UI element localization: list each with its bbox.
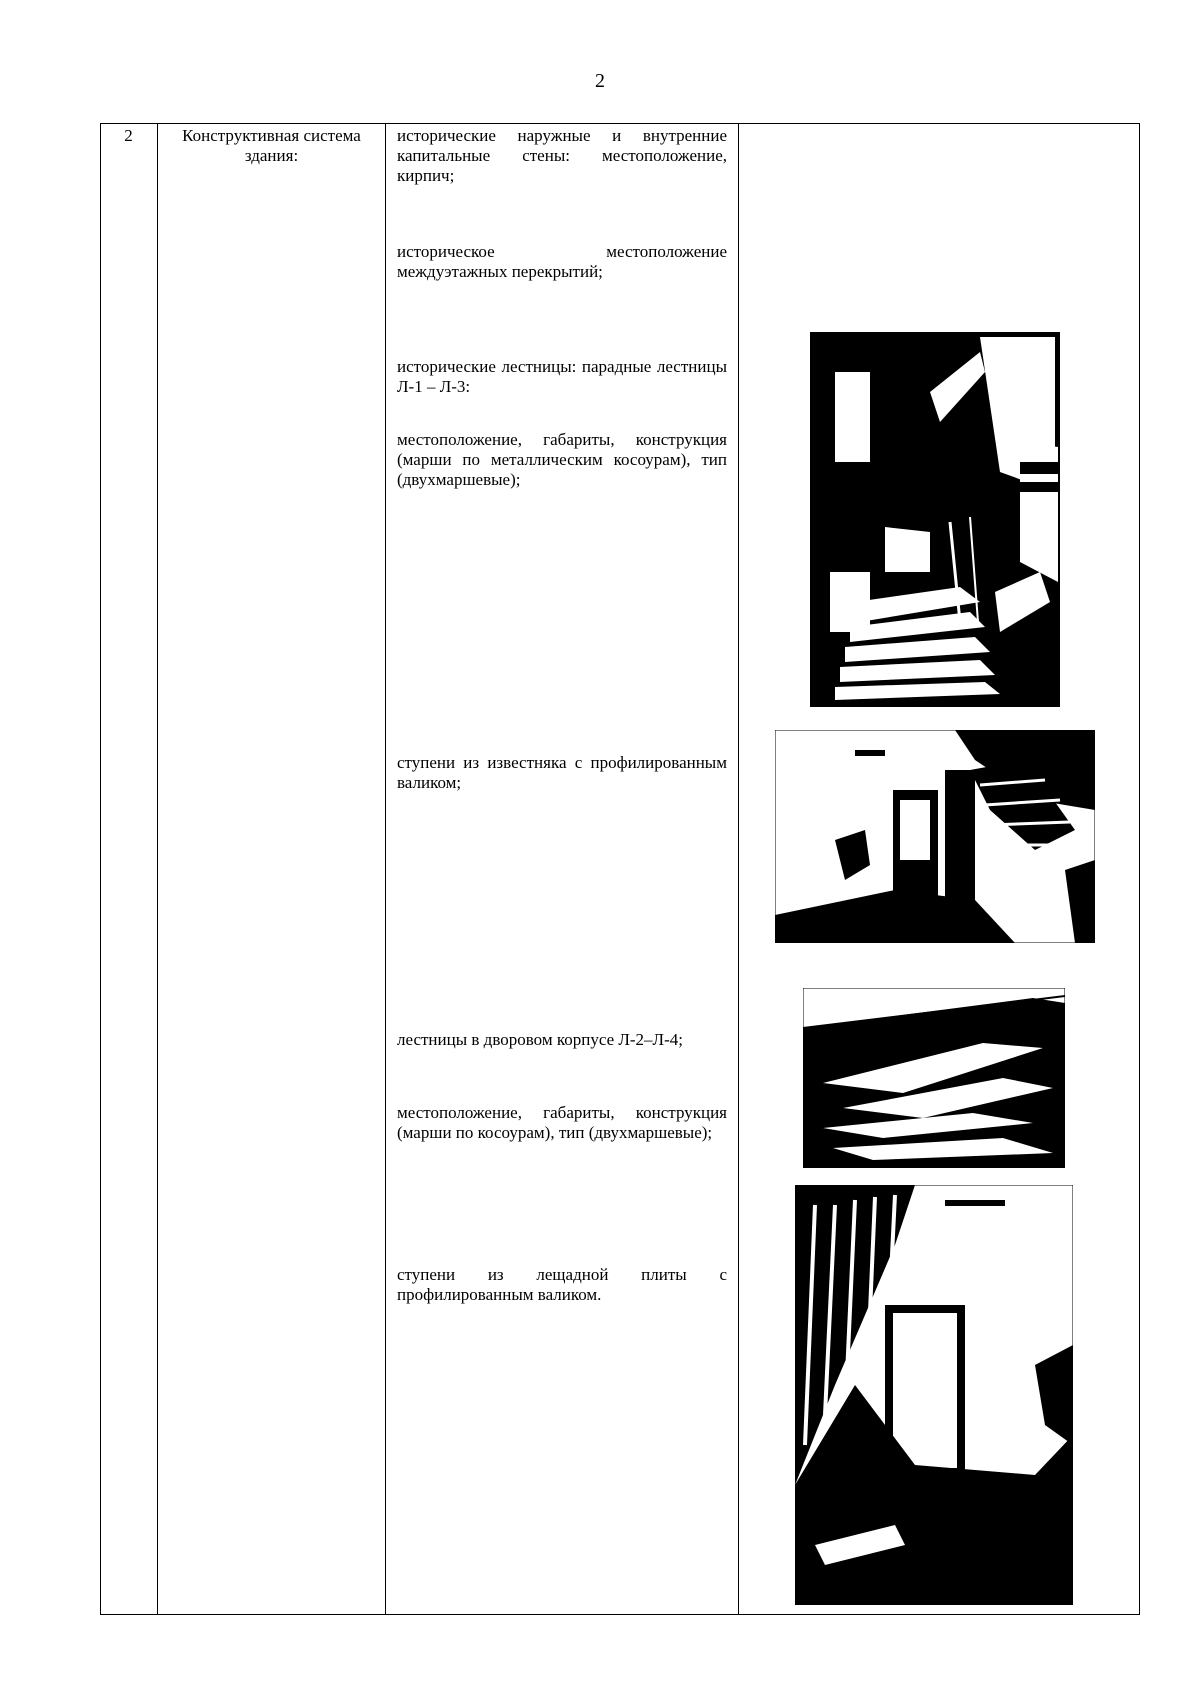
paragraph-courtyard-stairs: лестницы в дворовом корпусе Л-2–Л-4;	[397, 1030, 683, 1049]
paragraph-limestone-steps: ступени из известняка с профилированным валиком;	[397, 753, 727, 792]
paragraph-walls: исторические наружные и внутренние капитальные стены: местоположение, кирпич;	[397, 126, 727, 185]
photo-courtyard-stair-steps	[795, 1185, 1073, 1605]
paragraph-stairs-details: местоположение, габариты, конструкция (марши по металлическим косоурам), тип (двухмаршевые);	[397, 430, 727, 489]
column-divider-3	[738, 123, 739, 1615]
paragraph-floors: историческое местоположение междуэтажных перекрытий;	[397, 242, 727, 281]
paragraph-slab-steps: ступени из лещадной плиты с профилированным валиком.	[397, 1265, 727, 1304]
row-number: 2	[124, 126, 133, 145]
photo-limestone-steps	[775, 730, 1095, 943]
photo-courtyard-stair-flight	[803, 988, 1065, 1168]
column-divider-2	[385, 123, 386, 1615]
page-number: 2	[595, 70, 605, 92]
paragraph-stairs: исторические лестницы: парадные лестницы Л-1 – Л-3:	[397, 357, 727, 396]
paragraph-courtyard-details: местоположение, габариты, конструкция (марши по косоурам), тип (двухмаршевые);	[397, 1103, 727, 1142]
photo-stair-l1-l3-overview	[810, 332, 1060, 707]
column-divider-1	[157, 123, 158, 1615]
row-label: Конструктивная система здания:	[182, 126, 361, 165]
